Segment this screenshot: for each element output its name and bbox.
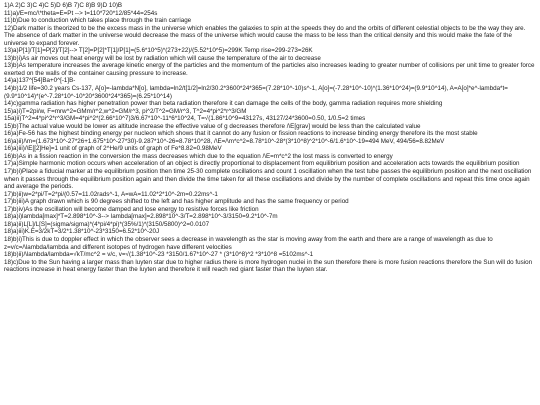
answer-15a-i: 15)a)i)T=2pi/w, F=mrw^2=GMm/r^2,w^2=GM/r^3, pi^2/T^2=GM/r^3, T^2=4*pi^2*r^3/GM <box>4 107 247 115</box>
answer-14b: 14)b)1/2 life=30.2 years Cs-137, A[o]=-lambda*N[o], lambda=ln2/t[1/2]=ln2/30.2*3600*24*365=(7.28*10^-10)s^-1, A[o]=(-7.28*10^-10)*(1.36*10^24)=(9.9*10^14), A=A[o]*e^-lambda*t=(9.9*10^14)*(e^-7.28*10^-10*20*3600*24*365)=(6.25*10^14) <box>4 85 508 100</box>
answer-18b-i: 18)b)i)This is due to doppler effect in which the observer sees a decrease in wavelength as the star is moving away from the earth and there are a range of wavelength as due to z=v/c=/\lambda/lambda and different isotopes of hydrogen have different velocities <box>4 235 493 251</box>
answer-17a: 17)a)Simple harmonic motion occurs when acceleration of an object is directly proportional to displacement from equilibrium position and acceleration acts towards the equilibrium position <box>4 160 520 168</box>
answer-18b-ii: 18)b)ii)/\lambda/lambda=√kT/mc^2 = v/c, v=√(1.38*10^-23 *3150/1.67*10^-27 * (3*10^8)^2 *3*10^8 =5102ms^-1 <box>4 251 314 259</box>
answer-17b-i: 17)b)i)Place a fiducial marker at the equilibrium position then time 25-30 complete oscillations and count 1 oscillation when the test tube passes the equilibrium position and the next oscillation when it passes through the equilibrium position again and then divide the time taken for all these oscillations and divide by the number of complete oscillations and repeat this time once again and average the periods. <box>4 168 532 191</box>
answer-13b-i: 13)b)i)As air moves out heat energy will be lost by radiation which will cause the temperature of the air to decrease <box>4 54 321 62</box>
answer-15a-ii: 15a)ii)T^2=4*pi^2*r^3/GM=4*pi^2*(2.66*10^7)3/6.67*10^-11*6*10^24, T=√(1.86*10^9=43127s, 43127/24*3600=0.50, 1/0.5=2 times <box>4 115 366 123</box>
answer-15b: 15)b)The actual value would be lower as altitude increase the effective value of g decreases therefore /\E[grav] would be less than the calculated value <box>4 122 421 130</box>
answer-16a-ii: 16)a)ii)/\m=(1.673*10^-27*26+1.675*10^-27*30)-9.287*10^-26=8.78*10^28, /\E=/\m*c^2=8.78*10^-28*(3*10^8)^2*10^-6/1.6*10^-19=494 MeV, 494/56=8.82MeV <box>4 137 445 145</box>
answer-16b: 16)b)As in a fission reaction in the conversion the mass decreases which due to the equation /\E=m*c^2 the lost mass is converted to energy <box>4 152 393 160</box>
answer-18a-ii: 18)a)ii)L[L]/L[S]=(sigma/sigma)*(4*pi/4*pi)*(35%/1)*(3150/5800)^2=0.0107 <box>4 220 210 228</box>
answer-11a: 11)a)/E=mc/\*theta=E=Pt --> t=110*720*12/85*44=254s <box>4 9 158 17</box>
answer-18c: 18)c)Due to the Sun having a larger mass than luyten star due to higher radius there is more hydrogen nuclei in the sun therefore there is more fusion reactions therefore the Sun will do fusion reactions increase in heat energy faster than the luyten and therefore it will reach red giant faster than the luyten star. <box>4 258 533 274</box>
answer-14a: 14)a)137^[54]Ba+0^[-1]B- <box>4 77 76 85</box>
answer-17b-ii: 17)b)ii)w=2*pi/T=2*pi/(0.57=11.02rads^-1, A=wA=11.02*2*10^-2m=0.22ms^-1 <box>4 190 218 198</box>
answer-18a-i: 18)a)i)lambda[max]*T=2.898*10^-3--> lambda[max]=2.898*10^-3/T=2.898*10^-3/3150=9.2*10^-7m <box>4 213 278 221</box>
answer-14c: 14)c)gamma radiation has higher penetration power than beta radiation therefore it can damage the cells of the body, gamma radiation requires more shielding <box>4 100 443 108</box>
answer-17b-iii: 17)b)iii)A graph drawn which is 90 degrees shifted to the left and has higher amplitude and has the same frequency or period <box>4 198 349 206</box>
answer-mcq: 1)A 2)C 3)C 4)C 5)D 6)B 7)C 8)B 9)D 10)B <box>4 2 123 9</box>
answer-13b: 13)b)As temperature increases the average kinetic energy of the particles and the momentum of the particles also increases leading to greater number of collisions per unit time to greater force exerted on the walls of the container causing pressure to increase. <box>4 62 535 77</box>
answer-16a-iii: 16)a)iii)/\E[[2]He]=1 unit of graph of 2^He/9 units of graph of Fe*8.82=0.98MeV <box>4 145 222 153</box>
answer-16a: 16)a)Fe-56 has the highest binding energy per nucleon which shows that it cannot do any fusion or fission reactions to increase binding energy therefore its the most stable <box>4 130 478 138</box>
answer-12: 12)Dark matter is theorized to be the excess mass in the universe which enables the galaxies to spin at the speeds they do and the orbits of different celestial objects to be the way they are. The absence of dark matter in the universe would decrease the mass of the universe which would cause the mass to be less than the critical density and this would make the fate of the universe to expand forever. <box>4 24 526 47</box>
answer-18a-iii: 18)a)iii)K.E=3/2kT=3/2*1.38*10^-23*3150=6.52*10^-20J <box>4 228 160 236</box>
answer-13a: 13)a)P[1]/T[1]=P[2]/T[2]--> T[2]=P[2]*T[1]/P[1]=(5.6*10^5)*(273+22)/(5.52*10^5)=299K Temp rise=299-273=26K <box>4 47 313 55</box>
answer-11b: 11)b)Due to conduction which takes place through the train carriage <box>4 17 192 25</box>
answer-17b-iv: 17)b)iv)As the oscillation will become damped and lose energy to resistive forces like friction <box>4 205 259 213</box>
